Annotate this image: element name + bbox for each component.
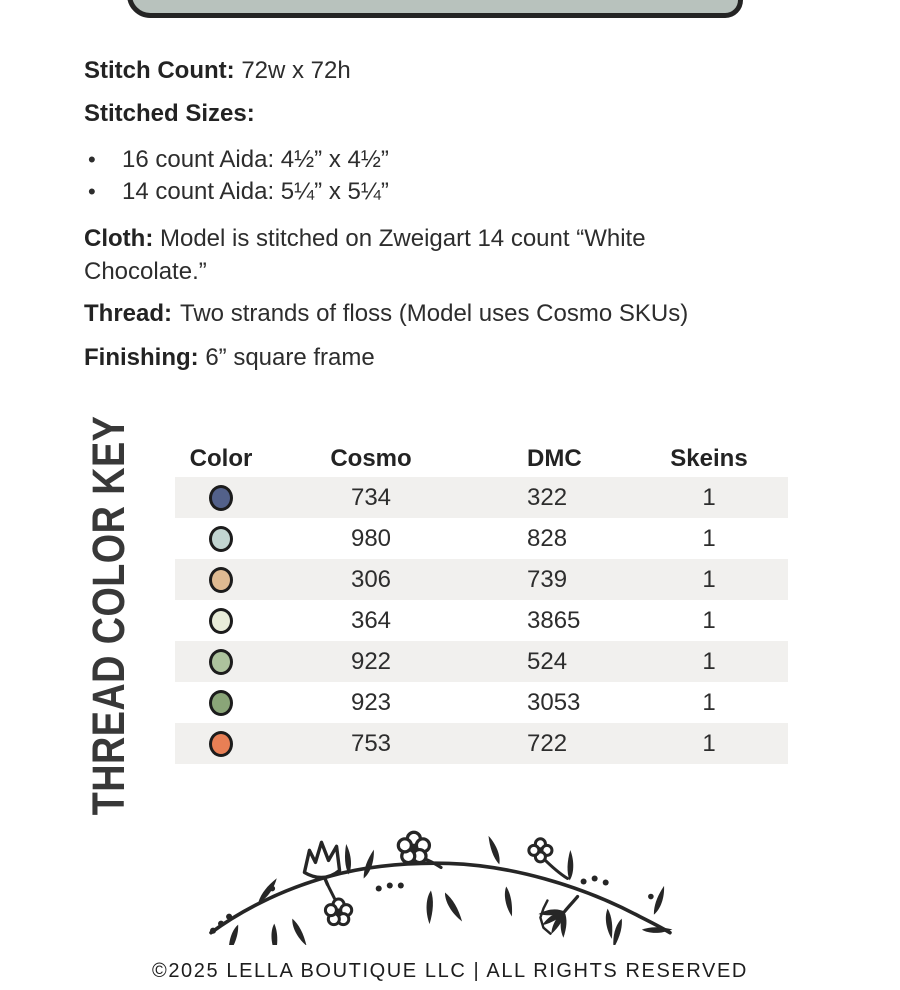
dmc-number-cell: 322 xyxy=(527,483,568,511)
color-swatch-cell xyxy=(175,608,267,634)
skeins-count-cell: 1 xyxy=(702,483,716,511)
color-swatch-cell xyxy=(175,690,267,716)
cloth-label: Cloth: xyxy=(84,225,154,252)
thread-color-swatch xyxy=(209,608,233,634)
thread-line xyxy=(84,300,844,328)
cosmo-number-cell: 923 xyxy=(350,688,392,716)
dmc-number-cell: 524 xyxy=(527,647,568,675)
thread-color-key-table xyxy=(175,440,788,764)
finishing-value: 6” square frame xyxy=(205,344,375,371)
finishing-line xyxy=(84,344,844,372)
column-header-dmc: DMC xyxy=(527,444,582,472)
color-swatch-cell xyxy=(175,567,267,593)
cosmo-number-cell: 364 xyxy=(350,606,392,634)
thread-color-swatch xyxy=(209,690,233,716)
floral-wreath-illustration xyxy=(208,827,680,945)
cloth-line xyxy=(84,222,764,288)
thread-value: Two strands of floss (Model uses Cosmo SKUs) xyxy=(180,300,689,327)
color-key-rows xyxy=(175,477,788,764)
column-header-skeins: Skeins xyxy=(670,444,748,472)
dmc-number-cell: 3053 xyxy=(527,688,581,716)
dmc-number-cell: 3865 xyxy=(527,606,581,634)
color-key-row xyxy=(175,477,788,518)
color-key-row xyxy=(175,559,788,600)
thread-label: Thread: xyxy=(84,300,173,327)
copyright-text: ©2025 LELLA BOUTIQUE LLC | ALL RIGHTS RESERVED xyxy=(152,960,748,982)
color-key-row xyxy=(175,682,788,723)
cosmo-number-cell: 753 xyxy=(350,729,392,757)
thread-color-swatch xyxy=(209,485,233,511)
skeins-count-cell: 1 xyxy=(702,688,716,716)
thread-color-swatch xyxy=(209,567,233,593)
stitched-sizes-list xyxy=(84,144,844,208)
cosmo-number-cell: 922 xyxy=(350,647,392,675)
pattern-preview-box xyxy=(127,0,743,18)
table-header-row xyxy=(175,440,788,477)
column-header-color: Color xyxy=(189,444,253,472)
skeins-count-cell: 1 xyxy=(702,729,716,757)
cosmo-number-cell: 980 xyxy=(350,524,392,552)
color-key-row xyxy=(175,641,788,682)
color-key-row xyxy=(175,600,788,641)
stitch-count-line xyxy=(84,57,844,85)
dmc-number-cell: 828 xyxy=(527,524,568,552)
cosmo-number-cell: 734 xyxy=(350,483,392,511)
skeins-count-cell: 1 xyxy=(702,606,716,634)
thread-color-swatch xyxy=(209,526,233,552)
skeins-count-cell: 1 xyxy=(702,524,716,552)
cloth-value: Model is stitched on Zweigart 14 count “White Chocolate.” xyxy=(84,225,646,285)
stitch-count-label: Stitch Count: xyxy=(84,57,235,84)
column-header-cosmo: Cosmo xyxy=(330,444,412,472)
list-item: • 14 count Aida: 5¼” x 5¼” xyxy=(84,176,844,208)
stitch-count-value: 72w x 72h xyxy=(241,57,351,84)
color-swatch-cell xyxy=(175,731,267,757)
skeins-count-cell: 1 xyxy=(702,565,716,593)
finishing-label: Finishing: xyxy=(84,344,199,371)
list-item: • 16 count Aida: 4½” x 4½” xyxy=(84,144,844,176)
color-swatch-cell xyxy=(175,526,267,552)
thread-color-swatch xyxy=(209,649,233,675)
pattern-details xyxy=(84,57,844,372)
dmc-number-cell: 739 xyxy=(527,565,568,593)
dmc-number-cell: 722 xyxy=(527,729,568,757)
skeins-count-cell: 1 xyxy=(702,647,716,675)
color-key-row xyxy=(175,723,788,764)
color-swatch-cell xyxy=(175,485,267,511)
section-title-thread-color-key: THREAD COLOR KEY xyxy=(83,415,134,816)
stitched-sizes-heading: Stitched Sizes: xyxy=(84,100,255,127)
color-swatch-cell xyxy=(175,649,267,675)
cosmo-number-cell: 306 xyxy=(350,565,392,593)
thread-color-swatch xyxy=(209,731,233,757)
color-key-row xyxy=(175,518,788,559)
